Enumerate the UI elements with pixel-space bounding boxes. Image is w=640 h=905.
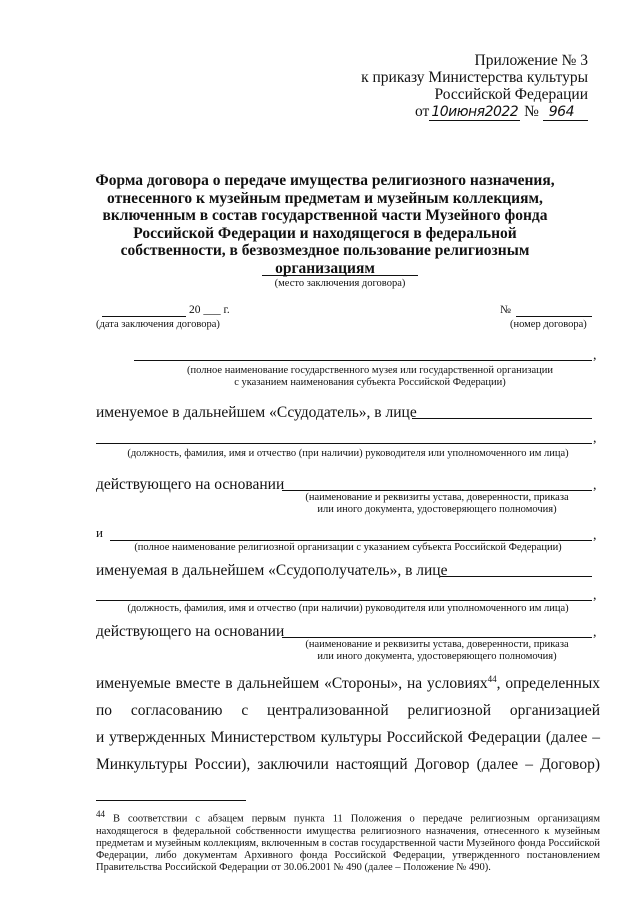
acting-text-2: действующего на основании (96, 623, 285, 640)
place-caption: (место заключения договора) (274, 278, 406, 289)
document-title: Форма договора о передаче имущества религиозного назначения, отнесенного к музейным предметам и музейным коллекциям, включенным в состав государственной части Музейного фонда Российской Федерации и находящегося в федеральной собственности, в безвозмездное пользование религиозным организациям (95, 172, 555, 277)
place-line (262, 275, 418, 276)
borrower-text: именуемая в дальнейшем «Ссудополучатель», в лице (96, 562, 448, 579)
person-caption-1: (должность, фамилия, имя и отчество (при наличии) руководителя или уполномоченного им лица) (127, 448, 569, 459)
comma-mark: , (593, 348, 597, 363)
footnote-separator (96, 800, 246, 801)
person-caption-2: (должность, фамилия, имя и отчество (при наличии) руководителя или уполномоченного им лица) (127, 603, 569, 614)
date-year: 20 ___ г. (189, 304, 230, 316)
basis-line-1 (282, 490, 592, 491)
person-line-2 (96, 600, 592, 601)
borrower-person-line (440, 576, 592, 577)
lender-text: именуемое в дальнейшем «Ссудодатель», в лице (96, 404, 417, 421)
para-line-2: по согласованию с централизованной религиозной организацией (96, 702, 600, 720)
para-line-1a: именуемые вместе в дальнейшем «Стороны», на условиях (96, 675, 488, 693)
museum-caption-1: (полное наименование государственного музея или государственной организации (186, 365, 554, 376)
comma-mark: , (593, 431, 597, 446)
para-line-4: Минкультуры России), заключили настоящий Договор (далее – Договор) (96, 756, 600, 774)
para-line-3: и утвержденных Министерством культуры Российской Федерации (далее – (96, 729, 600, 747)
appendix-date-row (361, 103, 588, 121)
person-line-1 (96, 443, 592, 444)
number-line (516, 316, 592, 317)
religious-caption: (полное наименование религиозной организации с указанием субъекта Российской Федерации) (134, 542, 562, 553)
footnote-mark: 44 (96, 809, 105, 819)
museum-caption-2: с указанием наименования субъекта Российской Федерации) (234, 377, 506, 388)
and-text: и (96, 525, 103, 540)
appendix-block (361, 52, 588, 121)
footnote (96, 808, 600, 874)
appendix-number: 964 (543, 104, 588, 121)
appendix-line2: к приказу Министерства культуры (361, 69, 588, 86)
religious-line (110, 540, 592, 541)
para-line-1b: , определенных (496, 675, 600, 693)
comma-mark: , (593, 528, 597, 543)
date-line (102, 316, 186, 317)
comma-mark: , (593, 478, 597, 493)
comma-mark: , (593, 588, 597, 603)
basis-caption-1b: или иного документа, удостоверяющего полномочия) (317, 504, 557, 515)
number-caption: (номер договора) (510, 319, 587, 330)
basis-caption-1a: (наименование и реквизиты устава, доверенности, приказа (305, 492, 569, 503)
comma-mark: , (593, 625, 597, 640)
footnote-ref: 44 (487, 674, 497, 684)
main-paragraph (96, 666, 600, 778)
appendix-date: 10июня2022 (431, 104, 519, 120)
basis-caption-2b: или иного документа, удостоверяющего полномочия) (317, 651, 557, 662)
museum-line (134, 360, 592, 361)
footnote-text: В соответствии с абзацем первым пункта 11 Положения о передаче религиозным организациям находящегося в федеральной собственности имущества религиозного назначения, отнесенного к музейным предметам и музейным коллекциям, включенным в состав государственной части Музейного фонда Российской Федерации, либо документам Архивного фонда Российской Федерации, утвержденного постановлением Правительства Российской Федерации от 30.06.2001 № 490 (далее – Положение № 490). (96, 813, 600, 873)
appendix-number-label: № (524, 103, 539, 120)
appendix-line1: Приложение № 3 (474, 52, 588, 69)
lender-person-line (412, 418, 592, 419)
para-line-1 (96, 666, 600, 697)
number-sign: № (500, 304, 511, 316)
appendix-from-label: от (414, 103, 430, 120)
date-caption: (дата заключения договора) (96, 319, 220, 330)
basis-line-2 (282, 637, 592, 638)
basis-caption-2a: (наименование и реквизиты устава, доверенности, приказа (305, 639, 569, 650)
acting-text-1: действующего на основании (96, 476, 285, 493)
appendix-line3: Российской Федерации (434, 86, 588, 103)
